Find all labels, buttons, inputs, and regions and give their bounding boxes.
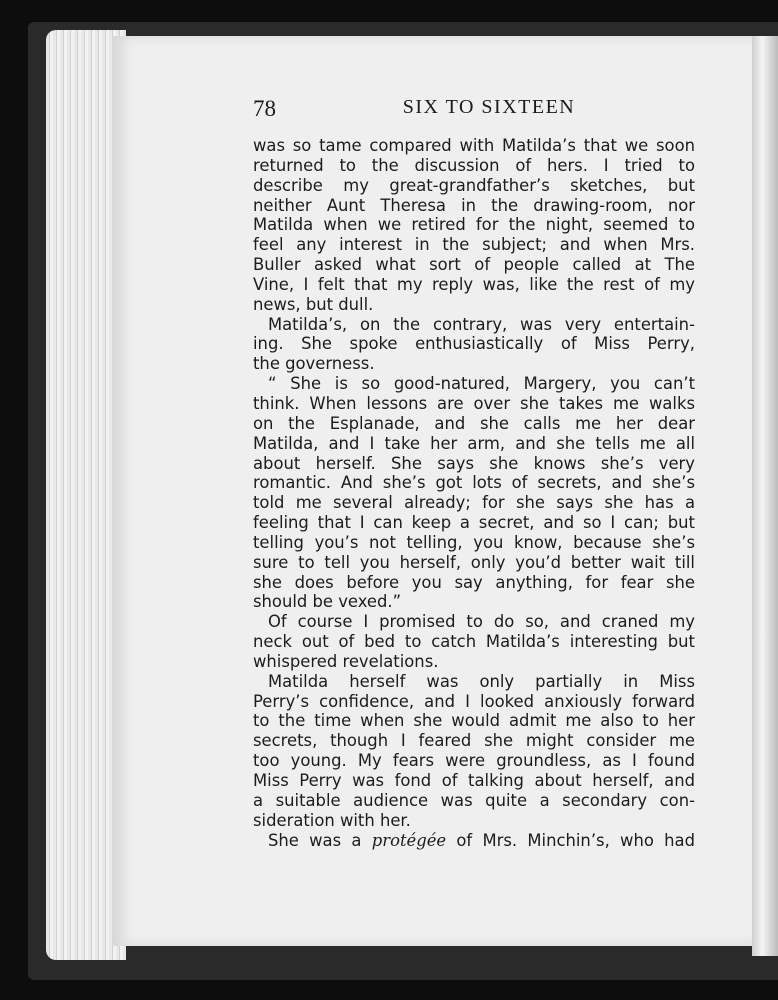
text-line: Miss Perry was fond of talking about herself, and <box>253 771 695 790</box>
text-line: neck out of bed to catch Matilda’s interesting but <box>253 632 695 652</box>
text-line: romantic. And she’s got lots of secrets, and she’s <box>253 473 695 493</box>
text-line: told me several already; for she says she has a <box>253 493 695 513</box>
text-line: feeling that I can keep a secret, and so I can; but <box>253 513 695 533</box>
text-line: Matilda herself was only partially in Miss <box>268 671 695 691</box>
text-line: to the time when she would admit me also to her <box>253 711 695 731</box>
text-line: should be vexed.” <box>253 592 402 612</box>
running-head <box>253 96 695 126</box>
text-line: describe my great-grandfather’s sketches, but <box>253 175 695 195</box>
text-line: Matilda, and I take her arm, and she tells me all <box>253 433 695 453</box>
text-line: sure to tell you herself, only you’d better wait till <box>253 552 695 572</box>
text-line: sideration with her. <box>253 810 411 830</box>
page-number: 78 <box>253 96 276 121</box>
text-line: Of course I promised to do so, and craned my <box>268 612 695 632</box>
final-line-after: of Mrs. Minchin’s, who had <box>446 830 695 850</box>
final-line-italic: protégée <box>371 830 447 850</box>
text-line: Matilda when we retired for the night, seemed to <box>253 215 695 235</box>
text-line: Perry’s confidence, and I looked anxiously forward <box>253 691 695 711</box>
text-line: too young. My fears were groundless, as I found <box>253 751 695 771</box>
text-line-final <box>253 831 695 851</box>
text-line: a suitable audience was quite a secondary con- <box>253 790 695 810</box>
text-block <box>253 136 695 850</box>
text-line: neither Aunt Theresa in the drawing-room, nor <box>253 195 695 215</box>
text-line: was so tame compared with Matilda’s that we soon <box>253 136 695 155</box>
text-line: ing. She spoke enthusiastically of Miss Perry, <box>253 334 695 354</box>
text-line: the governess. <box>253 354 375 374</box>
text-line: whispered revelations. <box>253 651 439 671</box>
text-line: she does before you say anything, for fear she <box>253 572 695 592</box>
text-line: on the Esplanade, and she calls me her dear <box>253 413 695 433</box>
text-line: returned to the discussion of hers. I tried to <box>253 155 695 175</box>
running-title: SIX TO SIXTEEN <box>402 96 576 118</box>
text-line: news, but dull. <box>253 294 374 314</box>
text-line: secrets, though I feared she might consider me <box>253 731 695 751</box>
text-line: about herself. She says she knows she’s very <box>253 453 695 473</box>
text-line: telling you’s not telling, you know, because she’s <box>253 532 695 552</box>
book-gutter <box>752 36 778 956</box>
text-line: Matilda’s, on the contrary, was very entertain- <box>268 314 695 334</box>
final-line-before: She was a <box>268 830 372 850</box>
text-line: feel any interest in the subject; and when Mrs. <box>253 235 695 255</box>
text-line: “ She is so good-natured, Margery, you can’t <box>268 374 695 394</box>
text-line: Vine, I felt that my reply was, like the rest of my <box>253 274 695 294</box>
text-line: Buller asked what sort of people called at The <box>253 255 695 275</box>
text-line: think. When lessons are over she takes me walks <box>253 393 695 413</box>
